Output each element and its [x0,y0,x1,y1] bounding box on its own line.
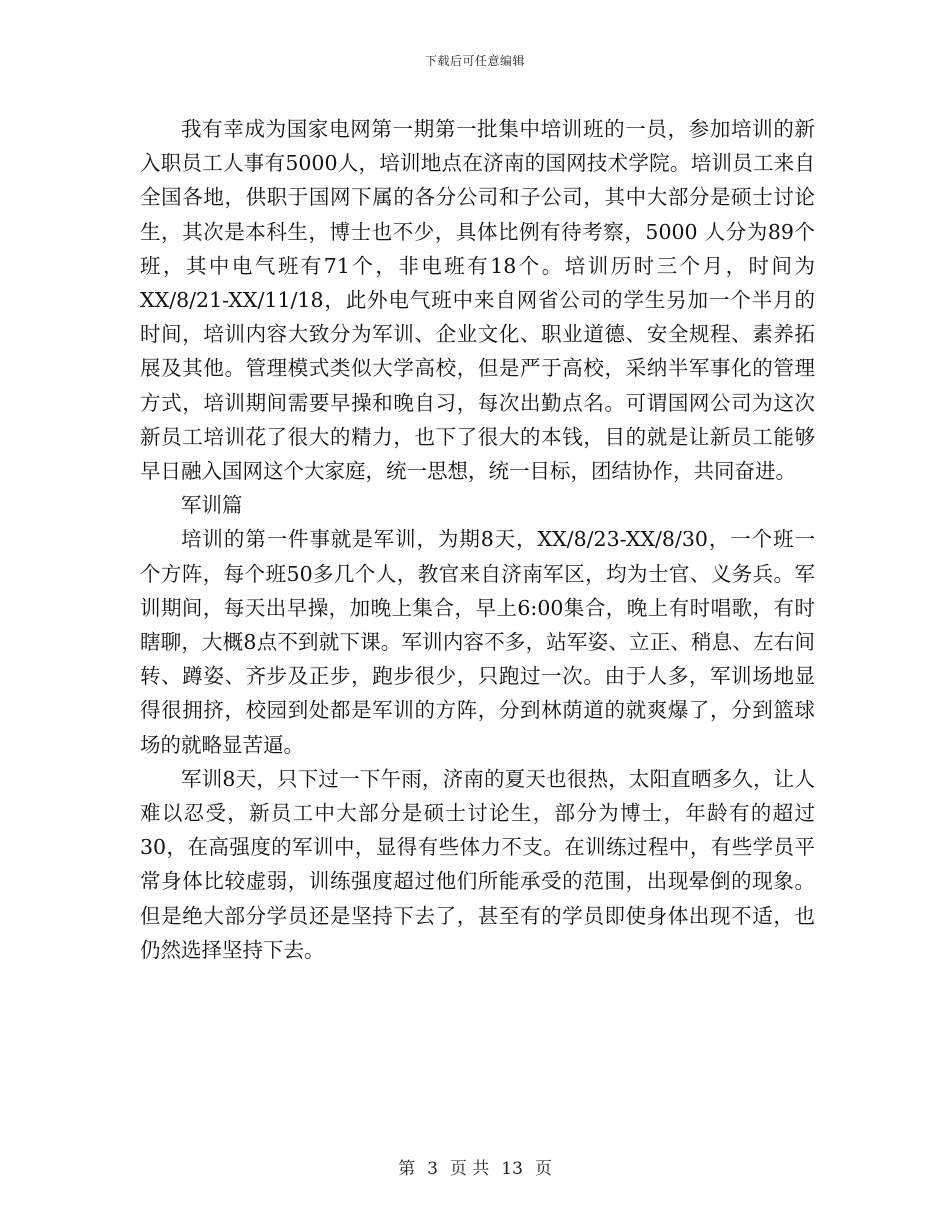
total-pages-number: 13 [501,1159,523,1179]
current-page-number: 3 [427,1159,438,1179]
section-heading-military-training: 军训篇 [181,493,243,518]
footer-suffix: 页 [534,1159,552,1179]
page-footer [0,1154,950,1179]
footer-prefix: 第 [398,1159,416,1179]
paragraph-military-training-1: 培训的第一件事就是军训，为期8天，XX/8/23-XX/8/30，一个班一个方阵，每个班50多几个人，教官来自济南军区，均为士官、义务兵。军训期间，每天出早操，加晚上集合，早上6:00集合，晚上有时唱歌，有时瞎聊，大概8点不到就下课。军训内容不多，站军姿、立正、稍息、左右间转、蹲姿、齐步及正步，跑步很少，只跑过一次。由于人多，军训场地显得很拥挤，校园到处都是军训的方阵，分到林荫道的就爽爆了，分到篮球场的就略显苦逼。 [140,527,815,757]
footer-middle: 页 共 [449,1159,490,1179]
paragraph-military-training-2: 军训8天，只下过一下午雨，济南的夏天也很热，太阳直晒多久，让人难以忍受，新员工中大部分是硕士讨论生，部分为博士，年龄有的超过30，在高强度的军训中，显得有些体力不支。在训练过程中，有些学员平常身体比较虚弱，训练强度超过他们所能承受的范围，出现晕倒的现象。但是绝大部分学员还是坚持下去了，甚至有的学员即使身体出现不适，也仍然选择坚持下去。 [140,766,815,962]
paragraph-intro: 我有幸成为国家电网第一期第一批集中培训班的一员，参加培训的新入职员工人事有5000人，培训地点在济南的国网技术学院。培训员工来自全国各地，供职于国网下属的各分公司和子公司，其中大部分是硕士讨论生，其次是本科生，博士也不少，具体比例有待考察，5000 人分为89个班，其中电气班有71个，非电班有18个。培训历时三个月，时间为XX/8/21-XX/11/18，此外电气班中来自网省公司的学生另加一个半月的时间，培训内容大致分为军训、企业文化、职业道德、安全规程、素养拓展及其他。管理模式类似大学高校，但是严于高校，采纳半军事化的管理方式，培训期间需要早操和晚自习，每次出勤点名。可谓国网公司为这次新员工培训花了很大的精力，也下了很大的本钱，目的就是让新员工能够早日融入国网这个大家庭，统一思想，统一目标，团结协作，共同奋进。 [140,117,815,484]
document-body [140,112,815,967]
page-header-note: 下载后可任意编辑 [424,54,525,68]
